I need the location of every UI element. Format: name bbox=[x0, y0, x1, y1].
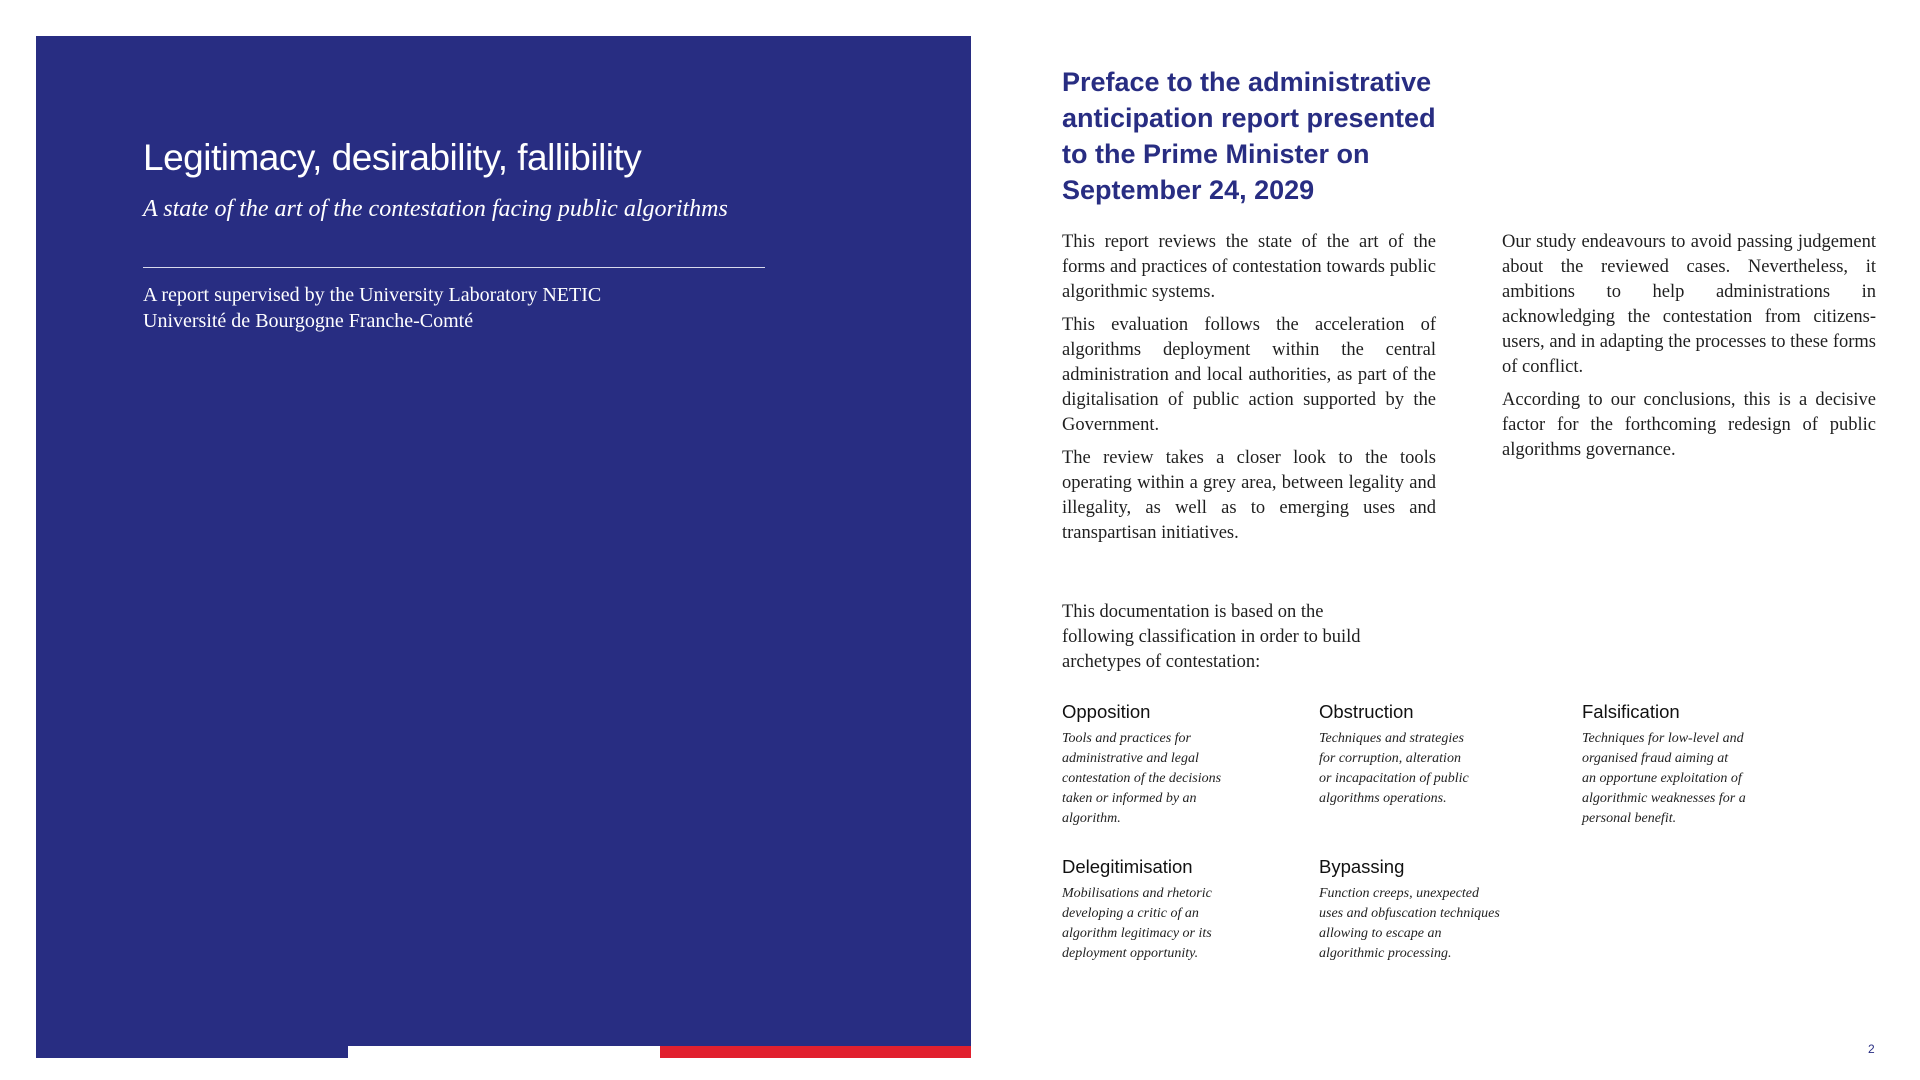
report-title: Legitimacy, desirability, fallibility bbox=[143, 137, 642, 178]
archetype-description-line: algorithmic weaknesses for a bbox=[1582, 791, 1746, 806]
archetype-description bbox=[1319, 729, 1519, 809]
archetype-description bbox=[1319, 884, 1549, 964]
archetype-obstruction bbox=[1319, 700, 1539, 809]
page-number: 2 bbox=[1868, 1042, 1875, 1056]
archetype-description-line: algorithms operations. bbox=[1319, 791, 1447, 806]
supervision-credit bbox=[143, 282, 943, 334]
archetype-falsification bbox=[1582, 700, 1802, 829]
body-paragraph: This evaluation follows the acceleration of algorithms deployment within the central administration and local authorities, as part of the digitalisation of public action supported by the Government. bbox=[1062, 315, 1436, 435]
archetype-description-line: administrative and legal bbox=[1062, 751, 1199, 766]
archetype-description-line: personal benefit. bbox=[1582, 811, 1677, 826]
cover-panel bbox=[36, 36, 971, 1058]
archetype-description-line: algorithm legitimacy or its bbox=[1062, 926, 1212, 941]
preface-title-line: anticipation report presented bbox=[1062, 103, 1436, 133]
classification-line: archetypes of contestation: bbox=[1062, 652, 1261, 672]
archetype-name: Obstruction bbox=[1319, 701, 1414, 722]
archetype-description-line: Mobilisations and rhetoric bbox=[1062, 886, 1212, 901]
body-paragraph: The review takes a closer look to the tools operating within a grey area, between legality and illegality, as well as to emerging uses and transpartisan initiatives. bbox=[1062, 448, 1436, 543]
archetype-description-line: developing a critic of an bbox=[1062, 906, 1199, 921]
archetype-name: Falsification bbox=[1582, 701, 1680, 722]
preface-title-line: to the Prime Minister on bbox=[1062, 139, 1370, 169]
archetype-description bbox=[1582, 729, 1782, 829]
report-subtitle: A state of the art of the contestation facing public algorithms bbox=[143, 196, 728, 222]
archetype-delegitimisation bbox=[1062, 855, 1282, 964]
archetype-name: Bypassing bbox=[1319, 856, 1405, 877]
archetype-description-line: algorithm. bbox=[1062, 811, 1121, 826]
body-column-right bbox=[1502, 230, 1876, 471]
preface-title bbox=[1062, 64, 1482, 208]
archetype-description-line: deployment opportunity. bbox=[1062, 946, 1199, 961]
archetype-description-line: or incapacitation of public bbox=[1319, 771, 1469, 786]
archetype-bypassing bbox=[1319, 855, 1539, 964]
archetype-description-line: for corruption, alteration bbox=[1319, 751, 1461, 766]
body-paragraph: According to our conclusions, this is a decisive factor for the forthcoming redesign of public algorithms governance. bbox=[1502, 390, 1876, 460]
archetype-description-line: Tools and practices for bbox=[1062, 731, 1191, 746]
supervision-lab: A report supervised by the University Laboratory NETIC bbox=[143, 284, 602, 306]
archetype-description-line: organised fraud aiming at bbox=[1582, 751, 1729, 766]
archetype-description-line: an opportune exploitation of bbox=[1582, 771, 1742, 786]
classification-line: This documentation is based on the bbox=[1062, 602, 1324, 622]
archetype-description bbox=[1062, 729, 1262, 829]
classification-intro bbox=[1062, 600, 1422, 675]
archetype-description-line: Techniques for low-level and bbox=[1582, 731, 1744, 746]
archetype-description-line: taken or informed by an bbox=[1062, 791, 1197, 806]
archetype-description-line: contestation of the decisions bbox=[1062, 771, 1222, 786]
archetype-name: Delegitimisation bbox=[1062, 856, 1193, 877]
supervision-university: Université de Bourgogne Franche-Comté bbox=[143, 310, 474, 332]
body-paragraph: This report reviews the state of the art of the forms and practices of contestation towards public algorithmic systems. bbox=[1062, 232, 1436, 302]
archetype-description-line: algorithmic processing. bbox=[1319, 946, 1452, 961]
archetype-description-line: uses and obfuscation techniques bbox=[1319, 906, 1500, 921]
body-column-left bbox=[1062, 230, 1436, 554]
classification-line: following classification in order to build bbox=[1062, 627, 1361, 647]
preface-title-line: September 24, 2029 bbox=[1062, 175, 1315, 205]
archetype-description bbox=[1062, 884, 1262, 964]
archetype-opposition bbox=[1062, 700, 1282, 829]
archetype-description-line: Techniques and strategies bbox=[1319, 731, 1464, 746]
archetype-description-line: allowing to escape an bbox=[1319, 926, 1442, 941]
preface-title-line: Preface to the administrative bbox=[1062, 67, 1432, 97]
archetype-description-line: Function creeps, unexpected bbox=[1319, 886, 1480, 901]
body-paragraph: Our study endeavours to avoid passing judgement about the reviewed cases. Nevertheless, it ambitions to help administrations in acknowledging the contestation from citizens-users, and in adapting the processes to these forms of conflict. bbox=[1502, 232, 1876, 377]
flag-stripe-red bbox=[660, 1046, 971, 1058]
flag-stripe-white bbox=[348, 1046, 660, 1058]
archetype-name: Opposition bbox=[1062, 701, 1151, 722]
cover-divider bbox=[143, 267, 765, 268]
